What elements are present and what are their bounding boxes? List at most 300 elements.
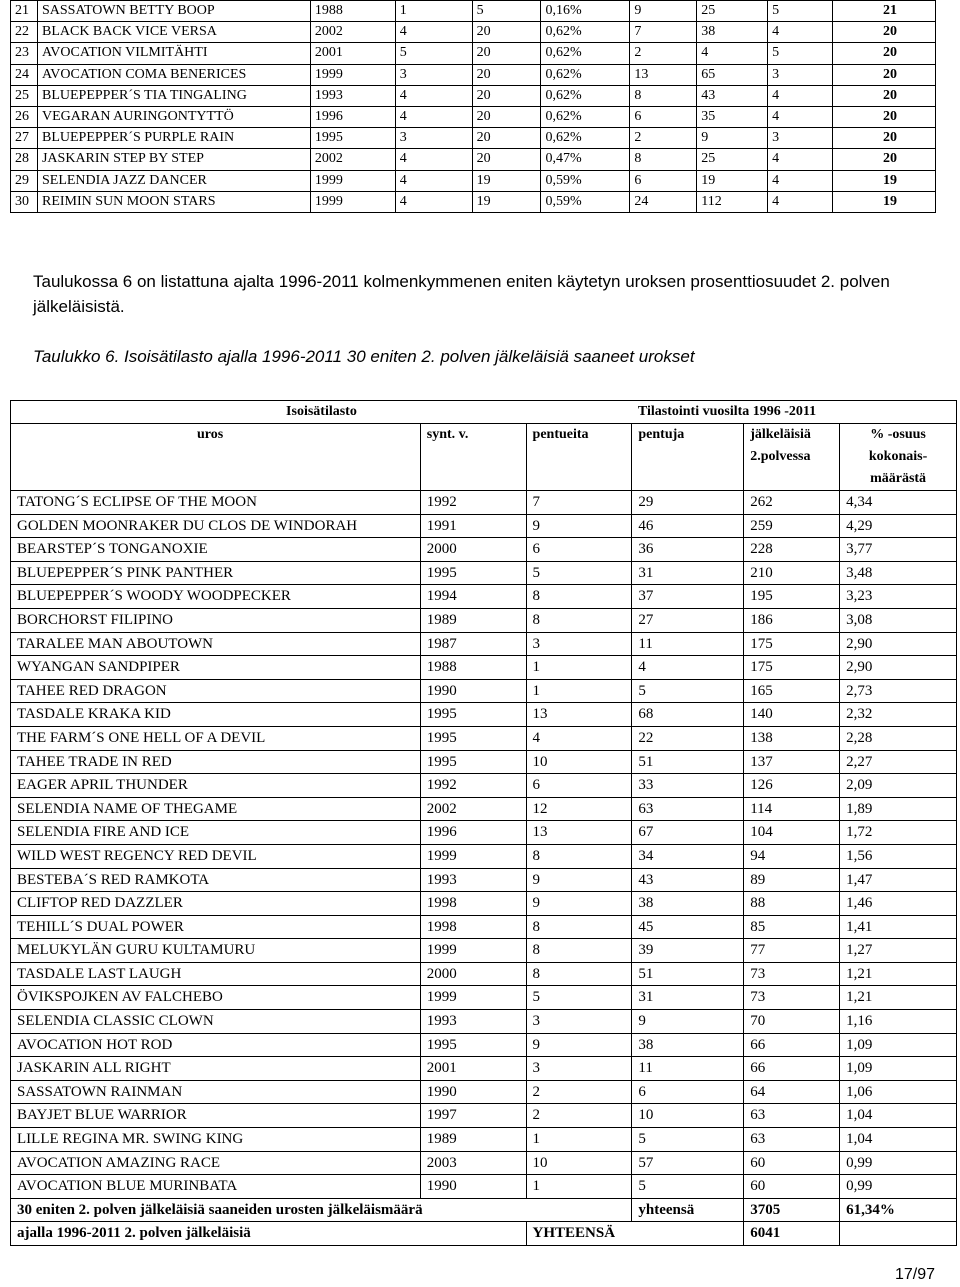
top-table-cell: 0,62% [541,43,630,64]
table-cell: 1996 [420,821,526,845]
table-cell: 10 [526,1151,632,1175]
top-table-cell: 0,62% [541,64,630,85]
table-cell: 63 [744,1104,840,1128]
top-table-cell: SELENDIA JAZZ DANCER [37,170,310,191]
table-cell: JASKARIN ALL RIGHT [11,1057,421,1081]
top-table-cell: 65 [697,64,768,85]
table-cell: 1,72 [840,821,957,845]
table-cell: 2,73 [840,679,957,703]
top-table-cell: 0,47% [541,149,630,170]
group-header-period: Tilastointi vuosilta 1996 -2011 [632,401,957,424]
top-table-cell: 3 [395,64,472,85]
table-cell: 11 [632,632,744,656]
top-table-cell: 0,59% [541,170,630,191]
top-table-cell: 26 [11,106,38,127]
table-cell: 1988 [420,656,526,680]
top-table-cell: 4 [768,22,833,43]
table-cell: 8 [526,939,632,963]
table-cell: 46 [632,514,744,538]
table-cell: 5 [632,1128,744,1152]
table-row [11,750,957,774]
table-cell: 8 [526,844,632,868]
top-table-cell: 20 [833,149,936,170]
table-cell: 1,27 [840,939,957,963]
table-cell: 51 [632,750,744,774]
table-cell: SELENDIA FIRE AND ICE [11,821,421,845]
top-table-cell: 8 [630,85,697,106]
top-table-cell: 20 [833,106,936,127]
table-row [11,1128,957,1152]
top-table-cell: 23 [11,43,38,64]
top-table-cell: 22 [11,22,38,43]
table-cell: 228 [744,538,840,562]
table-cell: 43 [632,868,744,892]
table-cell: TASDALE LAST LAUGH [11,962,421,986]
top-table-cell: 27 [11,128,38,149]
top-table-cell: AVOCATION COMA BENERICES [37,64,310,85]
top-table-cell: 2002 [310,149,395,170]
table-cell: 1 [526,679,632,703]
table-row [11,1080,957,1104]
table-cell: 104 [744,821,840,845]
table-row [11,1057,957,1081]
top-table-cell: 19 [472,170,541,191]
table-cell: 4,29 [840,514,957,538]
table-cell: 5 [526,986,632,1010]
top-table-cell: 24 [11,64,38,85]
table-cell: TAHEE RED DRAGON [11,679,421,703]
table-cell: 27 [632,608,744,632]
table-cell: 1987 [420,632,526,656]
table-row [11,726,957,750]
table-cell: 175 [744,632,840,656]
table-cell: 22 [632,726,744,750]
table-cell: 1995 [420,1033,526,1057]
table-cell: 77 [744,939,840,963]
top-table-cell: 4 [697,43,768,64]
table-cell: 259 [744,514,840,538]
top-table-cell: 20 [472,43,541,64]
top-table-cell: 20 [472,85,541,106]
table-cell: 38 [632,1033,744,1057]
table-cell: BORCHORST FILIPINO [11,608,421,632]
table-cell: 51 [632,962,744,986]
table-cell: 1,06 [840,1080,957,1104]
table-cell: 2001 [420,1057,526,1081]
top-table-row [11,22,936,43]
top-table-cell: 30 [11,191,38,212]
top-table-cell: 2 [630,128,697,149]
top-table-cell: 19 [697,170,768,191]
table-cell: 2000 [420,538,526,562]
table-cell: 1989 [420,608,526,632]
top-table-cell: 4 [768,149,833,170]
table-cell: 88 [744,892,840,916]
table-cell: WYANGAN SANDPIPER [11,656,421,680]
table-cell: 13 [526,703,632,727]
top-table-cell: 28 [11,149,38,170]
top-table-cell: 4 [768,106,833,127]
top-table-cell: 3 [768,128,833,149]
table-cell: 67 [632,821,744,845]
table-cell: 1989 [420,1128,526,1152]
table-cell: AVOCATION AMAZING RACE [11,1151,421,1175]
table-cell: BAYJET BLUE WARRIOR [11,1104,421,1128]
table-cell: TAHEE TRADE IN RED [11,750,421,774]
table-cell: 1990 [420,1080,526,1104]
top-table-cell: 112 [697,191,768,212]
table-cell: 29 [632,491,744,515]
table-cell: 57 [632,1151,744,1175]
table-cell: 1 [526,656,632,680]
table-cell: 1,04 [840,1104,957,1128]
top-table-cell: 20 [472,128,541,149]
table-cell: 1995 [420,703,526,727]
table-cell: 8 [526,962,632,986]
table-cell: 6 [526,774,632,798]
table-cell: MELUKYLÄN GURU KULTAMURU [11,939,421,963]
table-cell: 68 [632,703,744,727]
table-cell: 39 [632,939,744,963]
top-table-cell: 43 [697,85,768,106]
table-cell: 7 [526,491,632,515]
table-cell: CLIFTOP RED DAZZLER [11,892,421,916]
top-table-cell: 1988 [310,1,395,22]
table-row [11,608,957,632]
table-cell: 210 [744,561,840,585]
top-table-cell: REIMIN SUN MOON STARS [37,191,310,212]
table-row [11,561,957,585]
table-cell: 1999 [420,844,526,868]
table-cell: 2002 [420,797,526,821]
table-cell: 0,99 [840,1175,957,1199]
table-cell: 66 [744,1033,840,1057]
table-cell: 3,77 [840,538,957,562]
table-cell: 1,04 [840,1128,957,1152]
grandsire-statistics-table [10,400,957,1246]
col-header-uros: uros [11,424,421,491]
table-cell: 36 [632,538,744,562]
top-table-cell: BLUEPEPPER´S TIA TINGALING [37,85,310,106]
table-cell: 9 [526,892,632,916]
top-table-cell: 4 [768,191,833,212]
top-table-cell: 8 [630,149,697,170]
table-cell: 1 [526,1175,632,1199]
summary-word: yhteensä [632,1198,744,1222]
group-header-row [11,401,957,424]
top-table-cell: 20 [833,85,936,106]
table-cell: 2,90 [840,632,957,656]
top-table-cell: 20 [472,106,541,127]
table-cell: 1990 [420,1175,526,1199]
top-table-row [11,128,936,149]
top-table-cell: 20 [472,22,541,43]
table-cell: 64 [744,1080,840,1104]
table-row [11,1151,957,1175]
table-cell: 63 [632,797,744,821]
top-table-cell: 5 [472,1,541,22]
table-cell: 8 [526,585,632,609]
table-cell: 2,27 [840,750,957,774]
top-table-cell: 25 [11,85,38,106]
summary-word: YHTEENSÄ [526,1222,744,1246]
table-cell: 8 [526,915,632,939]
top-table-cell: 4 [768,85,833,106]
table-cell: 73 [744,986,840,1010]
table-cell: 1995 [420,726,526,750]
table-cell: 9 [632,1010,744,1034]
table-row [11,632,957,656]
summary-percent: 61,34% [840,1198,957,1222]
table-cell: 9 [526,868,632,892]
table-cell: 3 [526,632,632,656]
group-header-isoisatilasto: Isoisätilasto [11,401,632,424]
table-cell: 1997 [420,1104,526,1128]
table-row [11,844,957,868]
table-cell: 1,21 [840,986,957,1010]
table-cell: 137 [744,750,840,774]
top-table-cell: BLUEPEPPER´S PURPLE RAIN [37,128,310,149]
table-cell: BLUEPEPPER´S WOODY WOODPECKER [11,585,421,609]
table-cell: TATONG´S ECLIPSE OF THE MOON [11,491,421,515]
table-row [11,821,957,845]
table-row [11,1010,957,1034]
top-table-cell: 4 [395,170,472,191]
top-table-row [11,106,936,127]
table-cell: GOLDEN MOONRAKER DU CLOS DE WINDORAH [11,514,421,538]
table-cell: 6 [632,1080,744,1104]
top-table-cell: 0,59% [541,191,630,212]
table-cell: 34 [632,844,744,868]
table-cell: 4 [632,656,744,680]
top-table-cell: 38 [697,22,768,43]
col-header-osuus: % -osuus kokonais-määrästä [840,424,957,491]
table-cell: 2,90 [840,656,957,680]
top-table-cell: 0,16% [541,1,630,22]
table-cell: 1990 [420,679,526,703]
table-cell: 2,28 [840,726,957,750]
table-cell: 1995 [420,750,526,774]
table-cell: 1998 [420,892,526,916]
col-header-synt: synt. v. [420,424,526,491]
top-table-cell: 1995 [310,128,395,149]
top-table-cell: 35 [697,106,768,127]
table-cell: 114 [744,797,840,821]
top-table-cell: 1993 [310,85,395,106]
table-cell: 2 [526,1080,632,1104]
table-cell: 3,48 [840,561,957,585]
summary-empty [840,1222,957,1246]
table-row [11,915,957,939]
table-cell: SELENDIA NAME OF THEGAME [11,797,421,821]
top-table-cell: 6 [630,170,697,191]
top-table-cell: 4 [395,22,472,43]
summary-count: 6041 [744,1222,840,1246]
table-cell: 262 [744,491,840,515]
table-cell: 33 [632,774,744,798]
table-row [11,892,957,916]
top-table-cell: 19 [472,191,541,212]
table-cell: 1,47 [840,868,957,892]
top-table-cell: 21 [833,1,936,22]
table-cell: 4,34 [840,491,957,515]
table-cell: 63 [744,1128,840,1152]
top-table-cell: 1996 [310,106,395,127]
top-table-cell: 29 [11,170,38,191]
top-table-cell: 20 [472,64,541,85]
table-row [11,514,957,538]
table-row [11,656,957,680]
table-cell: 1998 [420,915,526,939]
top-table-cell: 3 [768,64,833,85]
top-table-row [11,191,936,212]
table-cell: 2,09 [840,774,957,798]
table-cell: 45 [632,915,744,939]
table-row [11,797,957,821]
table-cell: 10 [632,1104,744,1128]
table-cell: 1 [526,1128,632,1152]
table-row [11,538,957,562]
top-table-cell: 1999 [310,170,395,191]
top-table-cell: 6 [630,106,697,127]
column-header-row [11,424,957,491]
table-cell: 9 [526,1033,632,1057]
table-cell: 2003 [420,1151,526,1175]
top-table-cell: 4 [395,85,472,106]
table-cell: 1993 [420,1010,526,1034]
table-cell: 13 [526,821,632,845]
table-cell: ÖVIKSPOJKEN AV FALCHEBO [11,986,421,1010]
top-table-cell: 1999 [310,191,395,212]
table-cell: 1991 [420,514,526,538]
table-cell: 1994 [420,585,526,609]
top-table-cell: 0,62% [541,106,630,127]
table-cell: 6 [526,538,632,562]
table-cell: 1992 [420,774,526,798]
top-table-cell: 20 [833,128,936,149]
top-table-cell: 20 [833,64,936,85]
table-cell: AVOCATION HOT ROD [11,1033,421,1057]
table-cell: 9 [526,514,632,538]
top-table-row [11,43,936,64]
table-cell: 138 [744,726,840,750]
table-cell: 94 [744,844,840,868]
table-cell: 31 [632,561,744,585]
table-cell: 1,09 [840,1057,957,1081]
top-table-cell: JASKARIN STEP BY STEP [37,149,310,170]
table-caption: Taulukko 6. Isoisätilasto ajalla 1996-2011 30 eniten 2. polven jälkeläisiä saaneet urokset [33,347,695,366]
table-cell: 1992 [420,491,526,515]
top-table-cell: 0,62% [541,22,630,43]
top-table-cell: 5 [395,43,472,64]
table-cell: 2,32 [840,703,957,727]
top-table-cell: 19 [833,191,936,212]
top-table-cell: 5 [768,43,833,64]
table-cell: 3,23 [840,585,957,609]
top-table-row [11,64,936,85]
table-cell: THE FARM´S ONE HELL OF A DEVIL [11,726,421,750]
table-cell: 1,21 [840,962,957,986]
top-table-cell: SASSATOWN BETTY BOOP [37,1,310,22]
table-cell: 12 [526,797,632,821]
summary-label: 30 eniten 2. polven jälkeläisiä saaneiden urosten jälkeläismäärä [11,1198,632,1222]
summary-count: 3705 [744,1198,840,1222]
table-row [11,1104,957,1128]
table-cell: 70 [744,1010,840,1034]
table-cell: 73 [744,962,840,986]
top-table-row [11,1,936,22]
top-table-cell: 2002 [310,22,395,43]
top-table-cell: 4 [395,149,472,170]
table-cell: 1995 [420,561,526,585]
table-cell: BLUEPEPPER´S PINK PANTHER [11,561,421,585]
table-cell: 126 [744,774,840,798]
top-table-cell: 7 [630,22,697,43]
table-cell: 10 [526,750,632,774]
top-table-row [11,85,936,106]
top-table-cell: 20 [472,149,541,170]
table-cell: AVOCATION BLUE MURINBATA [11,1175,421,1199]
table-cell: 1999 [420,986,526,1010]
page-number: 17/97 [894,1266,935,1283]
col-header-pentueita: pentueita [526,424,632,491]
table-row [11,679,957,703]
top-table-cell: AVOCATION VILMITÄHTI [37,43,310,64]
table-cell: 37 [632,585,744,609]
table-cell: 1,46 [840,892,957,916]
table-cell: 140 [744,703,840,727]
table-cell: 38 [632,892,744,916]
top-table-cell: 1 [395,1,472,22]
table-row [11,1033,957,1057]
top-table-cell: 13 [630,64,697,85]
top-table-cell: 3 [395,128,472,149]
col-header-jalkelaisia: jälkeläisiä 2.polvessa [744,424,840,491]
table-cell: 1993 [420,868,526,892]
top-table-cell: 4 [395,191,472,212]
top-table-cell: 0,62% [541,85,630,106]
table-cell: 85 [744,915,840,939]
top-table-cell: 25 [697,1,768,22]
table-cell: 3,08 [840,608,957,632]
top-table-cell: 9 [697,128,768,149]
top-table-row [11,149,936,170]
top-table-cell: 21 [11,1,38,22]
table-cell: SASSATOWN RAINMAN [11,1080,421,1104]
table-cell: 165 [744,679,840,703]
table-cell: 195 [744,585,840,609]
table-row [11,585,957,609]
table-cell: 60 [744,1175,840,1199]
table-cell: 1,16 [840,1010,957,1034]
top-table-cell: 25 [697,149,768,170]
top-table-cell: 20 [833,43,936,64]
table-cell: 31 [632,986,744,1010]
table-cell: 66 [744,1057,840,1081]
table-cell: 1,56 [840,844,957,868]
top-table-row [11,170,936,191]
table-cell: 8 [526,608,632,632]
table-cell: 5 [526,561,632,585]
top-table-cell: VEGARAN AURINGONTYTTÖ [37,106,310,127]
top-table-cell: 2 [630,43,697,64]
top-table-cell: BLACK BACK VICE VERSA [37,22,310,43]
table-cell: BESTEBA´S RED RAMKOTA [11,868,421,892]
table-row [11,939,957,963]
top-ranking-table [10,0,936,213]
table-cell: 186 [744,608,840,632]
top-table-cell: 20 [833,22,936,43]
